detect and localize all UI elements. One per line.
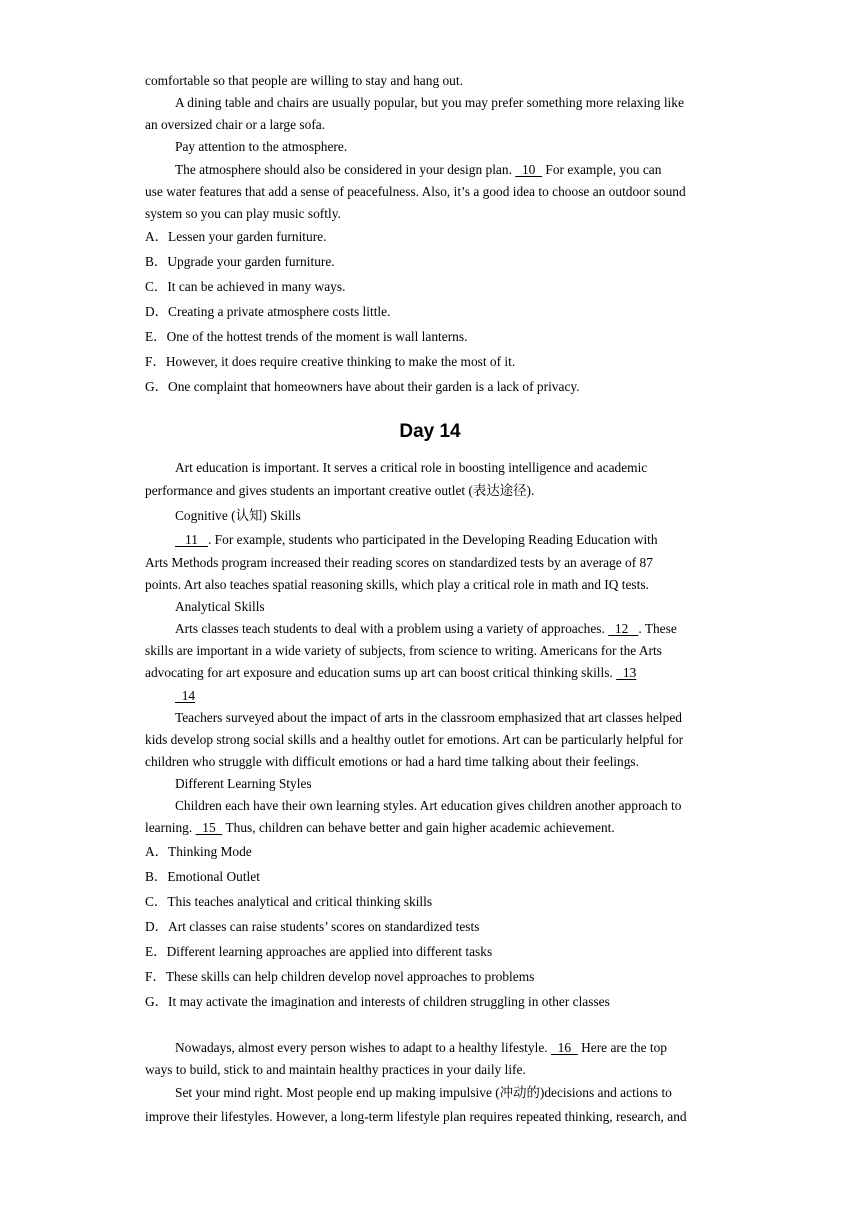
- option-c: C．It can be achieved in many ways.: [145, 279, 346, 294]
- subheading: Cognitive (认知) Skills: [175, 508, 301, 523]
- option-a: A．Lessen your garden furniture.: [145, 229, 327, 244]
- text-segment: The atmosphere should also be considered in your design plan.: [175, 162, 516, 177]
- text-segment: . These: [638, 621, 677, 636]
- option-f: F．However, it does require creative thinking to make the most of it.: [145, 354, 516, 369]
- option-e: E．One of the hottest trends of the moment is wall lanterns.: [145, 329, 468, 344]
- answer-blank-11: 11: [175, 532, 208, 547]
- text-line: performance and gives students an important creative outlet (表达途径).: [145, 483, 535, 498]
- option-c: C．This teaches analytical and critical thinking skills: [145, 894, 433, 909]
- answer-blank-15: 15: [195, 820, 223, 835]
- text-line: use water features that add a sense of peacefulness. Also, it’s a good idea to choose an outdoor sound: [145, 184, 686, 199]
- option-d: D．Art classes can raise students’ scores on standardized tests: [145, 919, 480, 934]
- subheading: Analytical Skills: [175, 599, 265, 614]
- text-line: skills are important in a wide variety of subjects, from science to writing. Americans for the Arts: [145, 643, 662, 658]
- text-line: system so you can play music softly.: [145, 206, 341, 221]
- page-title: Day 14: [399, 421, 461, 442]
- text-line: points. Art also teaches spatial reasoning skills, which play a critical role in math and IQ tests.: [145, 577, 649, 592]
- option-b: B．Upgrade your garden furniture.: [145, 254, 335, 269]
- text-line: an oversized chair or a large sofa.: [145, 117, 326, 132]
- text-line: children who struggle with difficult emotions or had a hard time talking about their feelings.: [145, 754, 639, 769]
- text-segment: advocating for art exposure and education sums up art can boost critical thinking skills.: [145, 665, 617, 680]
- option-e: E．Different learning approaches are applied into different tasks: [145, 944, 493, 959]
- subheading: Different Learning Styles: [175, 776, 312, 791]
- text-segment: learning.: [145, 820, 196, 835]
- text-segment: Arts classes teach students to deal with a problem using a variety of approaches.: [175, 621, 609, 636]
- text-segment: . For example, students who participated in the Developing Reading Education with: [207, 532, 658, 547]
- option-b: B．Emotional Outlet: [145, 869, 260, 884]
- option-g: G．It may activate the imagination and interests of children struggling in other classes: [145, 994, 610, 1009]
- answer-blank-10: 10: [515, 162, 543, 177]
- text-line: Children each have their own learning styles. Art education gives children another approach to: [175, 798, 682, 813]
- text-line: Arts Methods program increased their reading scores on standardized tests by an average of 87: [145, 555, 653, 570]
- text-line: [175, 1040, 667, 1056]
- text-line: kids develop strong social skills and a healthy outlet for emotions. Art can be particularly helpful for: [145, 732, 684, 747]
- text-line: A dining table and chairs are usually popular, but you may prefer something more relaxing like: [175, 95, 684, 110]
- answer-blank-13: 13: [616, 665, 637, 680]
- text-line: [175, 162, 661, 178]
- text-line: comfortable so that people are willing to stay and hang out.: [145, 73, 463, 88]
- text-line: Art education is important. It serves a critical role in boosting intelligence and academic: [175, 460, 648, 475]
- text-segment: Nowadays, almost every person wishes to adapt to a healthy lifestyle.: [175, 1040, 551, 1055]
- text-line: Teachers surveyed about the impact of arts in the classroom emphasized that art classes helped: [175, 710, 682, 725]
- option-g: G．One complaint that homeowners have about their garden is a lack of privacy.: [145, 379, 580, 394]
- text-segment: For example, you can: [542, 162, 662, 177]
- option-f: F．These skills can help children develop novel approaches to problems: [145, 969, 535, 984]
- text-line: [145, 820, 615, 836]
- text-segment: Thus, children can behave better and gain higher academic achievement.: [222, 820, 615, 835]
- text-line: Set your mind right. Most people end up making impulsive (冲动的)decisions and actions to: [175, 1085, 672, 1100]
- text-line: [145, 665, 636, 681]
- subheading: Pay attention to the atmosphere.: [175, 139, 348, 154]
- text-segment: Here are the top: [577, 1040, 667, 1055]
- answer-blank-14: 14: [175, 688, 196, 703]
- text-line: [175, 621, 677, 637]
- answer-blank-12: 12: [608, 621, 639, 636]
- option-a: A．Thinking Mode: [145, 844, 252, 859]
- option-d: D．Creating a private atmosphere costs little.: [145, 304, 391, 319]
- text-line: ways to build, stick to and maintain healthy practices in your daily life.: [145, 1062, 526, 1077]
- text-line: improve their lifestyles. However, a long-term lifestyle plan requires repeated thinking, research, and: [145, 1109, 687, 1124]
- text-line: [175, 688, 195, 704]
- text-line: [175, 532, 658, 548]
- answer-blank-16: 16: [550, 1040, 578, 1055]
